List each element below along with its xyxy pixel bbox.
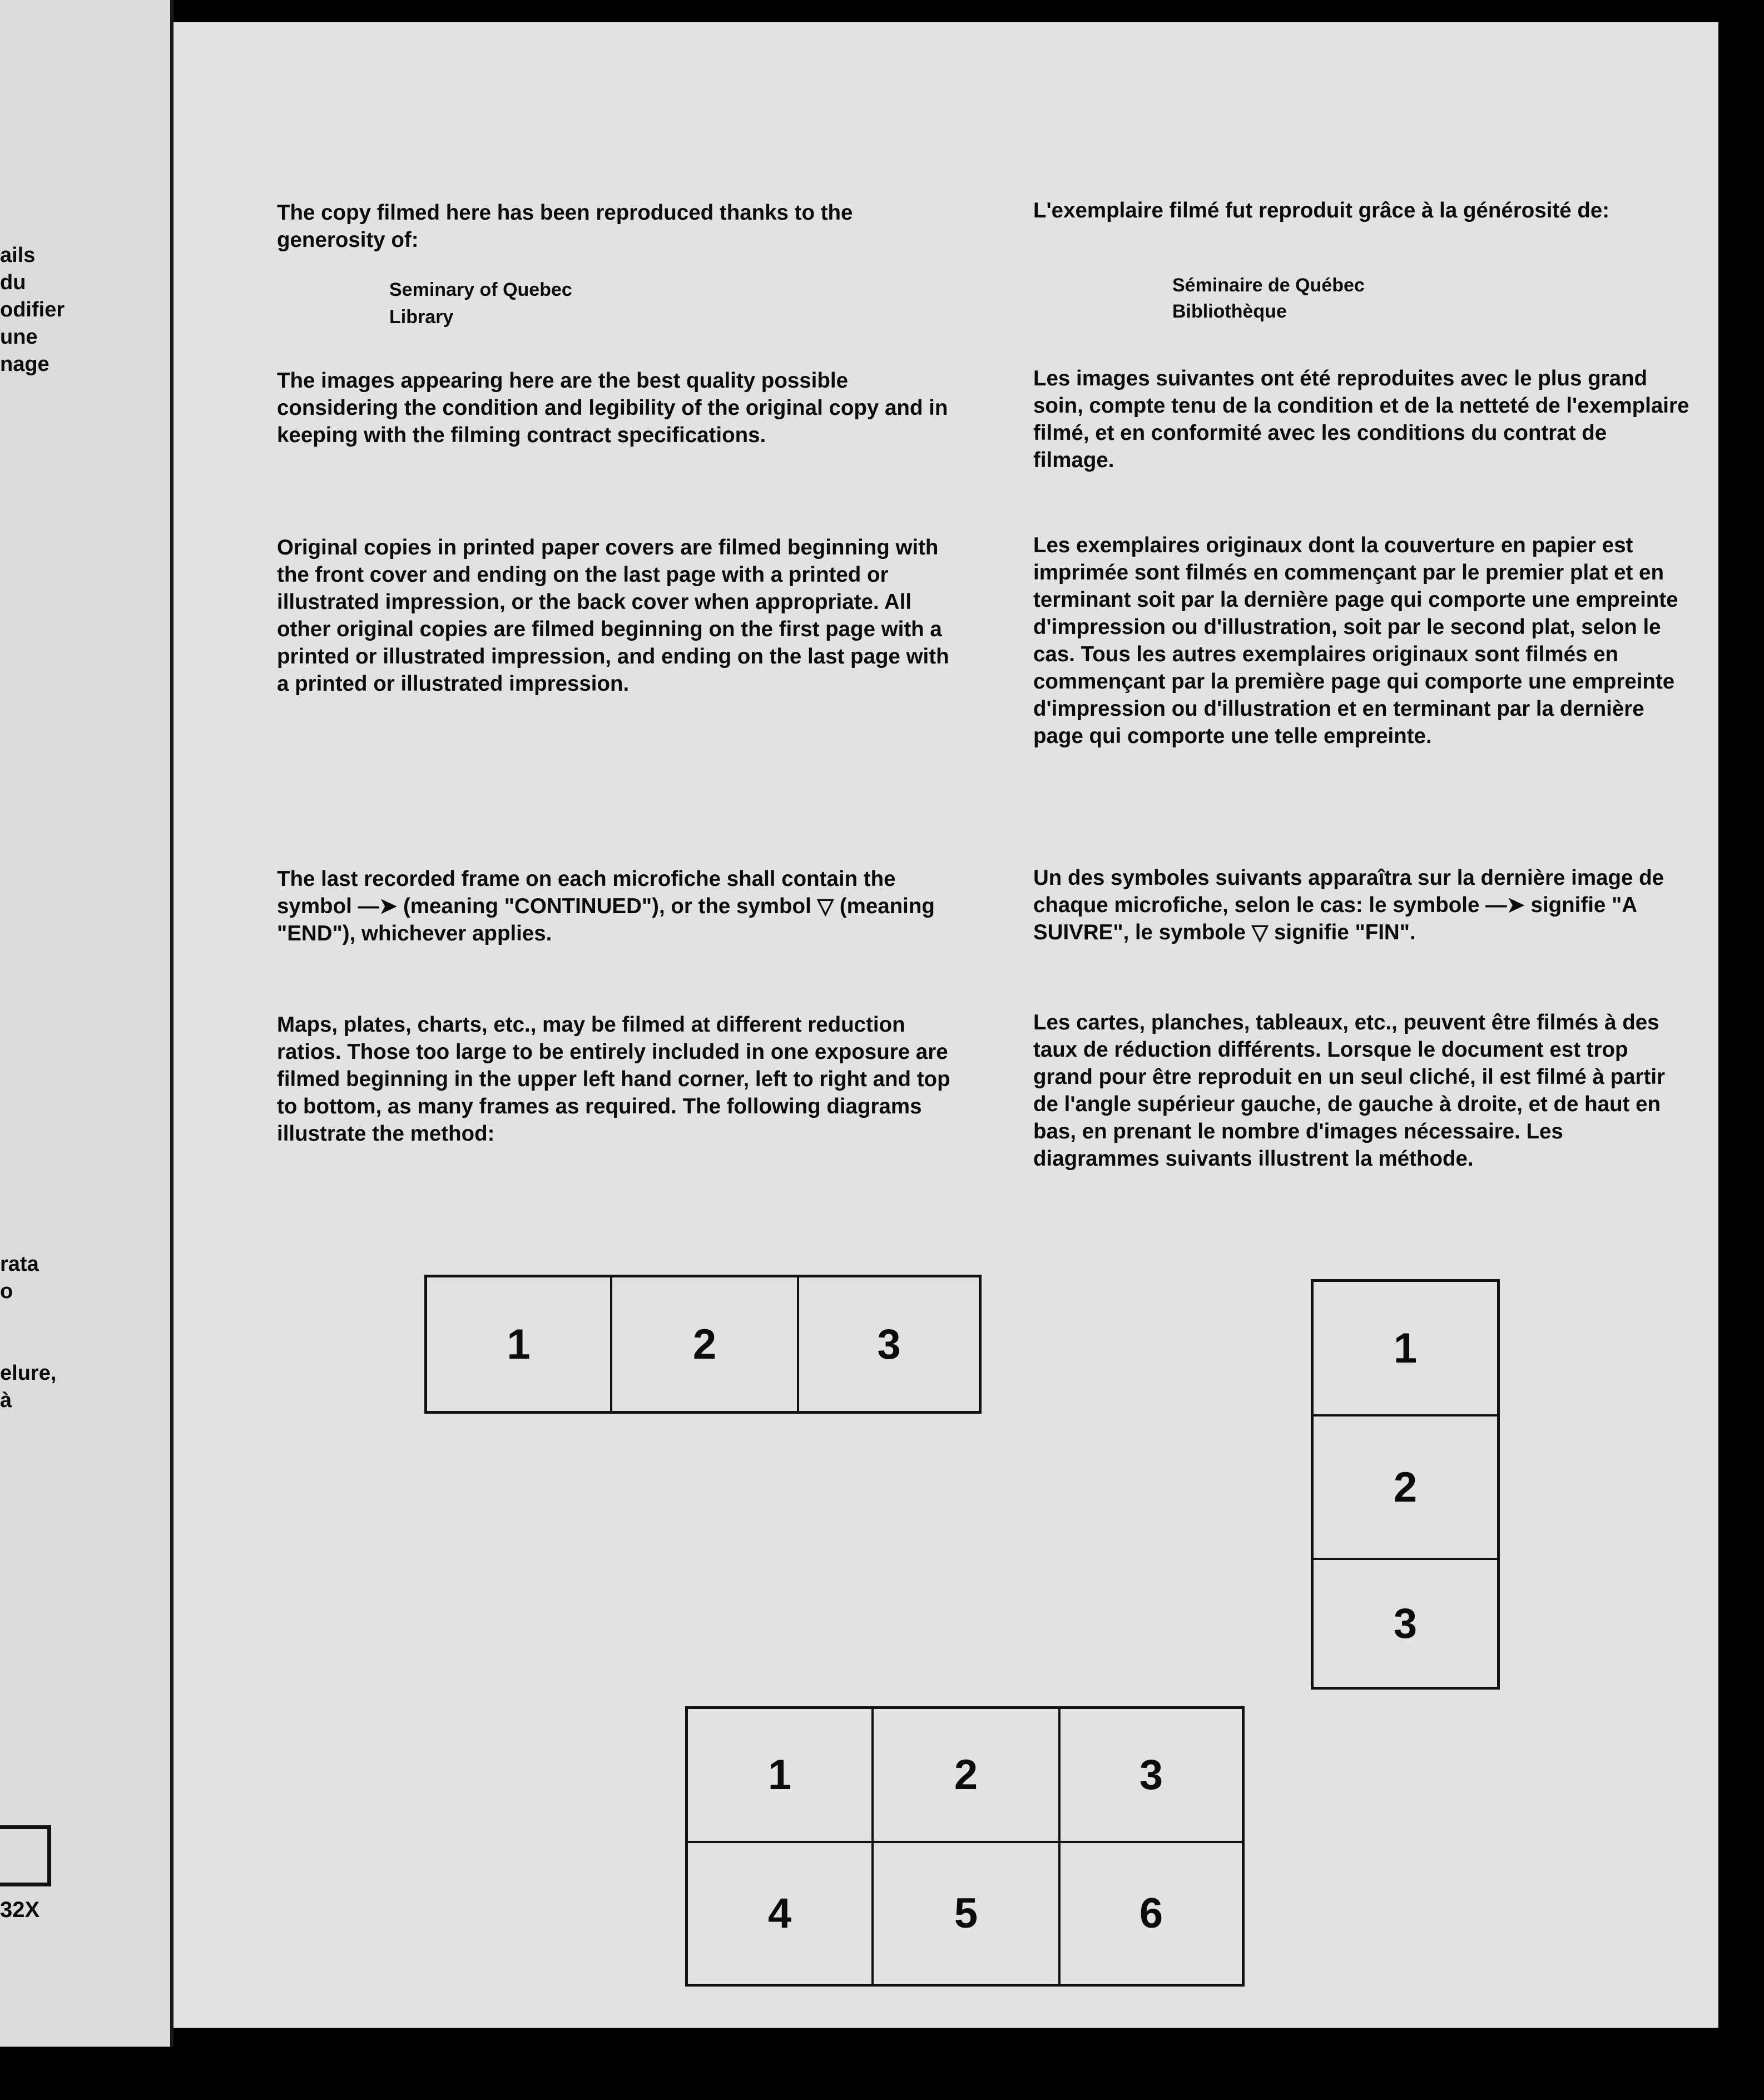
fragment-text: o bbox=[0, 1280, 13, 1303]
frame-cell: 1 bbox=[427, 1277, 612, 1411]
adjacent-page-strip bbox=[0, 0, 170, 2047]
fr-credit-line-2: Bibliothèque bbox=[1172, 301, 1287, 322]
fragment-text: elure, bbox=[0, 1361, 57, 1385]
frame-cell: 6 bbox=[1139, 1890, 1163, 1937]
frame-cell: 1 bbox=[688, 1709, 874, 1843]
fr-intro: L'exemplaire filmé fut reproduit grâce à la générosité de: bbox=[1033, 199, 1610, 222]
fragment-text: rata bbox=[0, 1252, 39, 1276]
fragment-text: odifier bbox=[0, 298, 65, 321]
fr-para-maps: Les cartes, planches, tableaux, etc., peuvent être filmés à des taux de réduction différents. Lorsque le document est trop grand pour être reproduit en un seul cliché, il est filmé à partir de l'angle supérieur gauche, de gauche à droite, et de haut en bas, en prenant le nombre d'images nécessaire. Les diagrammes suivants illustrent la méthode. bbox=[1033, 1011, 1665, 1171]
fragment-text: une bbox=[0, 325, 38, 349]
fr-credit-line-1: Séminaire de Québec bbox=[1172, 275, 1365, 296]
frame-cell: 5 bbox=[874, 1843, 1061, 1984]
resolution-label: 32X bbox=[0, 1898, 40, 1922]
frame-cell: 3 bbox=[1061, 1709, 1242, 1843]
frame-cell: 4 bbox=[688, 1843, 874, 1984]
fr-para-quality: Les images suivantes ont été reproduites avec le plus grand soin, compte tenu de la condition et de la netteté de l'exemplaire filmé, et en conformité avec les conditions du contrat de filmage. bbox=[1033, 366, 1689, 472]
en-credit-line-1: Seminary of Quebec bbox=[389, 279, 572, 300]
frame-cell: 3 bbox=[877, 1320, 901, 1368]
fragment-text: nage bbox=[0, 353, 49, 376]
resolution-target-box bbox=[0, 1825, 51, 1886]
fr-para-covers: Les exemplaires originaux dont la couverture en papier est imprimée sont filmés en commençant par le premier plat et en terminant soit par la dernière page qui comporte une empreinte d'impression ou d'illustration, soit par le second plat, selon le cas. Tous les autres exemplaires originaux sont filmés en commençant par la première page qui comporte une empreinte d'impression ou d'illustration et en terminant par la dernière page qui comporte une telle empreinte. bbox=[1033, 533, 1678, 748]
en-para-symbols: The last recorded frame on each microfiche shall contain the symbol —➤ (meaning "CONTINUED"), or the symbol ▽ (meaning "END"), whichever applies. bbox=[277, 867, 935, 945]
fragment-text: à bbox=[0, 1389, 12, 1412]
frame-cell: 2 bbox=[1314, 1416, 1497, 1560]
frame-cell: 2 bbox=[874, 1709, 1061, 1843]
fragment-text: du bbox=[0, 271, 26, 294]
frame-cell: 3 bbox=[1393, 1599, 1418, 1647]
frame-cell: 2 bbox=[612, 1277, 799, 1411]
en-credit-line-2: Library bbox=[389, 306, 454, 328]
fragment-text: ails bbox=[0, 244, 36, 267]
en-para-maps: Maps, plates, charts, etc., may be filmed at different reduction ratios. Those too large to be entirely included in one exposure are filmed beginning in the upper left hand corner, left to right and top to bottom, as many frames as required. The following diagrams illustrate the method: bbox=[277, 1013, 950, 1146]
frame-cell: 1 bbox=[1314, 1282, 1497, 1416]
en-para-covers: Original copies in printed paper covers are filmed beginning with the front cover and ending on the last page with a printed or illustrated impression, or the back cover when appropriate. All other original copies are filmed beginning on the first page with a printed or illustrated impression, and ending on the last page with a printed or illustrated impression. bbox=[277, 536, 949, 696]
en-para-quality: The images appearing here are the best quality possible considering the condition and legibility of the original copy and in keeping with the filming contract specifications. bbox=[277, 369, 948, 447]
en-intro: The copy filmed here has been reproduced thanks to the generosity of: bbox=[277, 201, 853, 252]
diagram-vertical-frames bbox=[1311, 1279, 1500, 1690]
diagram-grid-frames bbox=[685, 1706, 1245, 1987]
fr-para-symbols: Un des symboles suivants apparaîtra sur la dernière image de chaque microfiche, selon le cas: le symbole —➤ signifie "A SUIVRE", le symbole ▽ signifie "FIN". bbox=[1033, 866, 1664, 944]
diagram-horizontal-frames bbox=[424, 1275, 982, 1414]
